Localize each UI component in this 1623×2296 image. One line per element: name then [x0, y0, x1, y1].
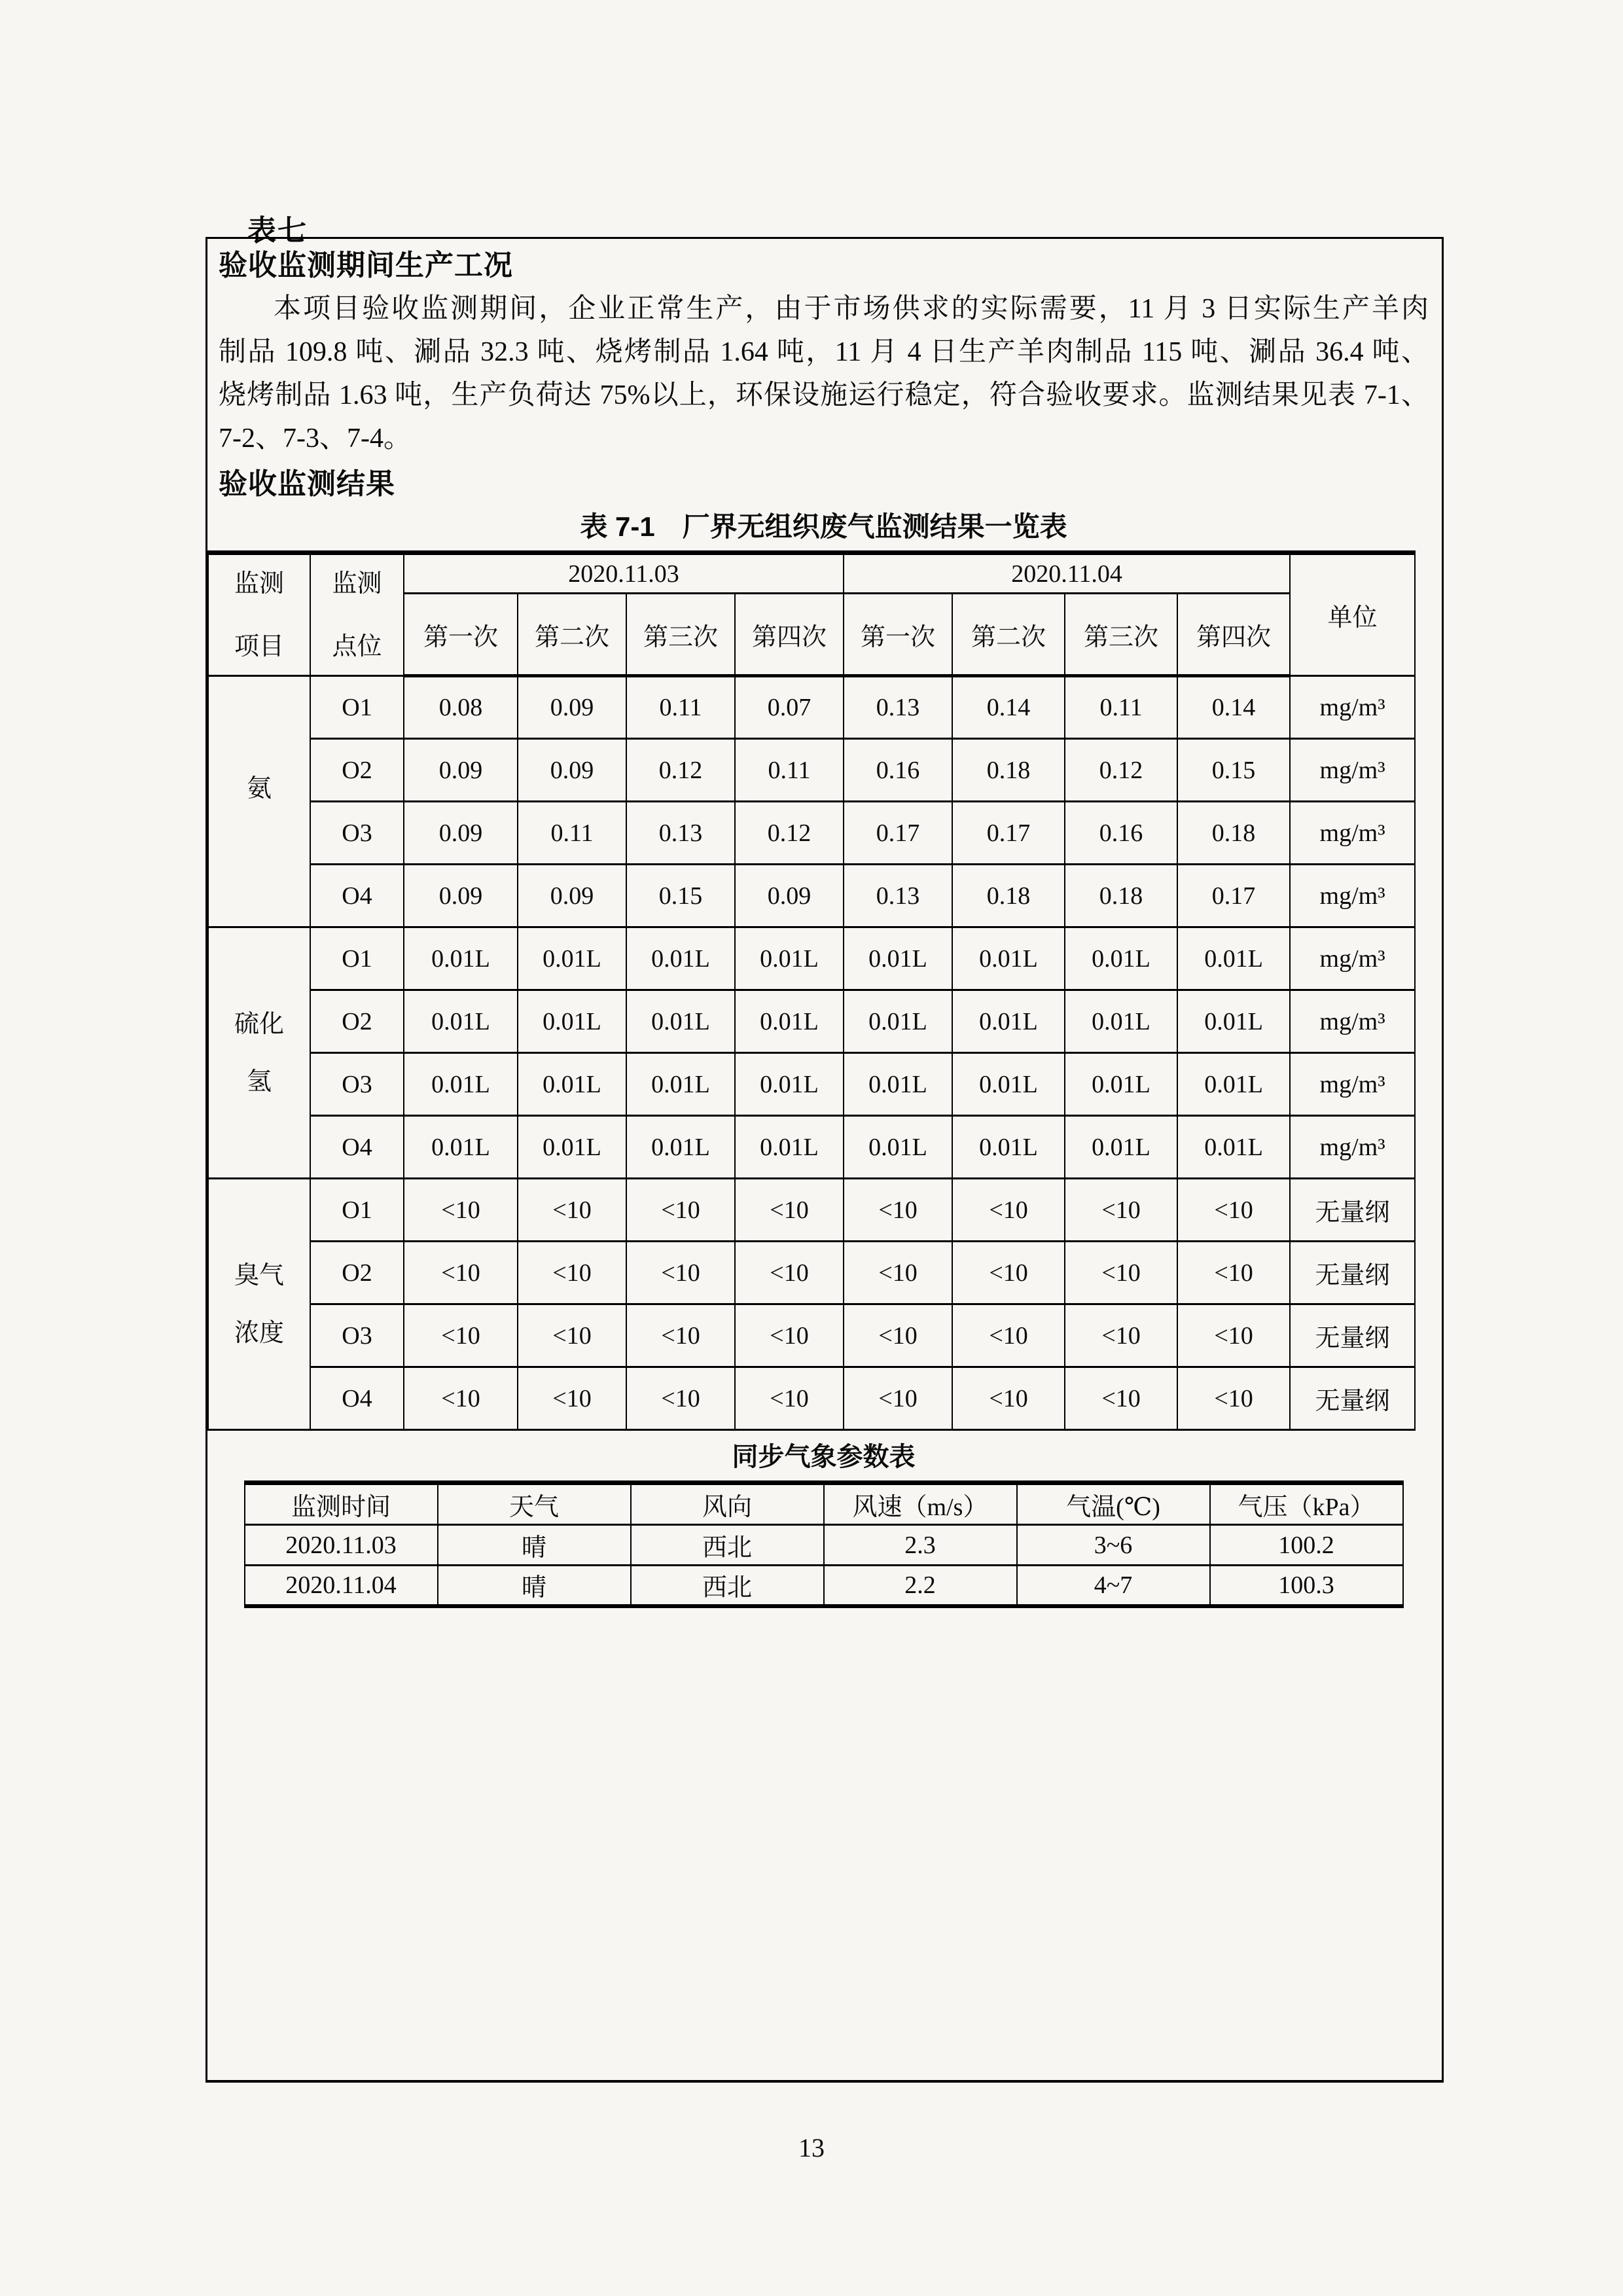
- unit-cell: mg/m³: [1290, 927, 1415, 990]
- unit-cell: 无量纲: [1290, 1304, 1415, 1367]
- value-cell: 0.01L: [1065, 990, 1177, 1053]
- value-cell: 0.18: [952, 865, 1065, 927]
- value-cell: 0.09: [404, 865, 518, 927]
- value-cell: 0.17: [844, 802, 952, 865]
- met-table-title: 同步气象参数表: [732, 1443, 916, 1471]
- met-value-cell: 2.3: [824, 1525, 1017, 1566]
- header-run-cell: 第一次: [844, 594, 952, 676]
- section-title-results: 验收监测结果: [219, 468, 395, 500]
- header-unit-cell: 单位: [1290, 553, 1415, 676]
- value-cell: 0.14: [1177, 676, 1290, 739]
- header-run-cell: 第四次: [735, 594, 844, 676]
- value-cell: <10: [1065, 1367, 1177, 1430]
- point-cell: O2: [310, 990, 404, 1053]
- value-cell: 0.09: [404, 739, 518, 802]
- table-row: [208, 1304, 1415, 1367]
- value-cell: <10: [952, 1367, 1065, 1430]
- unit-cell: mg/m³: [1290, 990, 1415, 1053]
- value-cell: <10: [844, 1304, 952, 1367]
- value-cell: 0.18: [1065, 865, 1177, 927]
- value-cell: 0.01L: [518, 990, 626, 1053]
- value-cell: 0.09: [518, 865, 626, 927]
- point-cell: O1: [310, 1179, 404, 1242]
- unit-cell: mg/m³: [1290, 1053, 1415, 1116]
- unit-cell: 无量纲: [1290, 1367, 1415, 1430]
- table-row: [208, 1053, 1415, 1116]
- value-cell: 0.01L: [952, 1116, 1065, 1179]
- point-cell: O4: [310, 1116, 404, 1179]
- section-title-production: 验收监测期间生产工况: [219, 249, 513, 281]
- pollutant-label-cell: [208, 1179, 310, 1430]
- pollutant-name-line: 硫化: [234, 1010, 284, 1038]
- value-cell: 0.01L: [735, 990, 844, 1053]
- value-cell: 0.01L: [1177, 1053, 1290, 1116]
- value-cell: 0.01L: [1065, 927, 1177, 990]
- value-cell: <10: [404, 1179, 518, 1242]
- met-value-cell: 西北: [631, 1566, 824, 1606]
- paragraph-line: 制品 109.8 吨、涮品 32.3 吨、烧烤制品 1.64 吨，11 月 4 日生产羊肉制品 115 吨、涮品 36.4 吨、: [219, 337, 1429, 367]
- value-cell: <10: [735, 1242, 844, 1304]
- monitoring-results-table: [207, 550, 1416, 1431]
- paragraph-line: 7-2、7-3、7-4。: [219, 423, 411, 454]
- value-cell: 0.18: [1177, 802, 1290, 865]
- table-row: [208, 1242, 1415, 1304]
- value-cell: 0.01L: [626, 1053, 735, 1116]
- value-cell: <10: [518, 1304, 626, 1367]
- value-cell: 0.11: [1065, 676, 1177, 739]
- pollutant-name-line: 臭气: [234, 1261, 284, 1289]
- value-cell: 0.18: [952, 739, 1065, 802]
- value-cell: 0.01L: [952, 1053, 1065, 1116]
- met-value-cell: 晴: [438, 1525, 631, 1566]
- point-cell: O1: [310, 927, 404, 990]
- value-cell: 0.01L: [952, 990, 1065, 1053]
- value-cell: 0.01L: [518, 1116, 626, 1179]
- value-cell: 0.09: [518, 676, 626, 739]
- value-cell: 0.17: [952, 802, 1065, 865]
- point-cell: O2: [310, 739, 404, 802]
- met-header-cell: 风速（m/s）: [824, 1483, 1017, 1525]
- met-header-row: [245, 1483, 1403, 1525]
- pollutant-name-line: 浓度: [234, 1319, 284, 1347]
- value-cell: <10: [626, 1367, 735, 1430]
- value-cell: <10: [626, 1242, 735, 1304]
- value-cell: 0.14: [952, 676, 1065, 739]
- header-run-cell: 第三次: [626, 594, 735, 676]
- value-cell: 0.01L: [404, 990, 518, 1053]
- point-cell: O3: [310, 1304, 404, 1367]
- value-cell: <10: [518, 1179, 626, 1242]
- production-paragraph: [219, 287, 1429, 460]
- table1-title: 表 7-1 厂界无组织废气监测结果一览表: [580, 511, 1067, 542]
- met-value-cell: 2020.11.04: [245, 1566, 438, 1606]
- met-value-cell: 2.2: [824, 1566, 1017, 1606]
- value-cell: <10: [1177, 1304, 1290, 1367]
- value-cell: 0.01L: [1065, 1116, 1177, 1179]
- value-cell: 0.16: [844, 739, 952, 802]
- value-cell: 0.12: [626, 739, 735, 802]
- pollutant-name-line: 氢: [246, 1067, 272, 1096]
- header-date-cell: 2020.11.04: [844, 553, 1290, 594]
- value-cell: 0.01L: [844, 990, 952, 1053]
- met-header-cell: 气温(℃): [1017, 1483, 1210, 1525]
- unit-cell: mg/m³: [1290, 1116, 1415, 1179]
- table-header-row: [208, 553, 1415, 594]
- met-value-cell: 晴: [438, 1566, 631, 1606]
- table-row: [208, 1179, 1415, 1242]
- value-cell: 0.13: [844, 676, 952, 739]
- point-cell: O4: [310, 1367, 404, 1430]
- value-cell: 0.12: [1065, 739, 1177, 802]
- header-date-cell: 2020.11.03: [404, 553, 844, 594]
- met-value-cell: 2020.11.03: [245, 1525, 438, 1566]
- value-cell: <10: [952, 1179, 1065, 1242]
- value-cell: 0.01L: [844, 927, 952, 990]
- value-cell: 0.11: [518, 802, 626, 865]
- header-point-line: 点位: [332, 632, 382, 660]
- met-header-cell: 监测时间: [245, 1483, 438, 1525]
- pollutant-label-cell: [208, 927, 310, 1179]
- value-cell: 0.01L: [735, 1116, 844, 1179]
- table-row: [208, 990, 1415, 1053]
- met-value-cell: 100.2: [1210, 1525, 1403, 1566]
- value-cell: <10: [952, 1242, 1065, 1304]
- value-cell: <10: [404, 1242, 518, 1304]
- value-cell: 0.01L: [404, 1053, 518, 1116]
- value-cell: <10: [626, 1304, 735, 1367]
- met-data-row: [245, 1566, 1403, 1606]
- value-cell: 0.12: [735, 802, 844, 865]
- met-header-cell: 气压（kPa）: [1210, 1483, 1403, 1525]
- header-point-cell: [310, 553, 404, 676]
- value-cell: <10: [844, 1179, 952, 1242]
- header-point-line: 监测: [332, 569, 382, 598]
- value-cell: <10: [1065, 1304, 1177, 1367]
- pollutant-name-line: 氨: [246, 774, 272, 802]
- table-row: [208, 739, 1415, 802]
- header-run-cell: 第二次: [952, 594, 1065, 676]
- header-run-cell: 第一次: [404, 594, 518, 676]
- met-data-row: [245, 1525, 1403, 1566]
- value-cell: <10: [735, 1179, 844, 1242]
- value-cell: 0.01L: [735, 1053, 844, 1116]
- value-cell: 0.01L: [626, 990, 735, 1053]
- met-header-cell: 天气: [438, 1483, 631, 1525]
- paragraph-line: 烧烤制品 1.63 吨，生产负荷达 75%以上，环保设施运行稳定，符合验收要求。监测结果见表 7-1、: [219, 380, 1429, 410]
- value-cell: 0.09: [404, 802, 518, 865]
- meteorological-table: [244, 1480, 1404, 1608]
- value-cell: <10: [518, 1367, 626, 1430]
- value-cell: 0.15: [626, 865, 735, 927]
- point-cell: O2: [310, 1242, 404, 1304]
- value-cell: 0.01L: [404, 1116, 518, 1179]
- value-cell: 0.01L: [1177, 927, 1290, 990]
- value-cell: 0.01L: [626, 927, 735, 990]
- point-cell: O3: [310, 1053, 404, 1116]
- unit-cell: 无量纲: [1290, 1242, 1415, 1304]
- header-run-cell: 第三次: [1065, 594, 1177, 676]
- pollutant-label-cell: [208, 676, 310, 927]
- header-item-cell: [208, 553, 310, 676]
- point-cell: O1: [310, 676, 404, 739]
- header-item-line: 项目: [234, 632, 284, 660]
- paragraph-line: 本项目验收监测期间，企业正常生产，由于市场供求的实际需要，11 月 3 日实际生产羊肉: [274, 294, 1429, 324]
- value-cell: <10: [844, 1242, 952, 1304]
- point-cell: O3: [310, 802, 404, 865]
- unit-cell: mg/m³: [1290, 676, 1415, 739]
- content-box: [205, 237, 1444, 2083]
- header-run-cell: 第四次: [1177, 594, 1290, 676]
- value-cell: 0.01L: [518, 927, 626, 990]
- value-cell: 0.01L: [735, 927, 844, 990]
- value-cell: <10: [952, 1304, 1065, 1367]
- page-number: 13: [798, 2133, 825, 2162]
- value-cell: 0.01L: [404, 927, 518, 990]
- value-cell: 0.01L: [518, 1053, 626, 1116]
- value-cell: <10: [626, 1179, 735, 1242]
- value-cell: 0.11: [735, 739, 844, 802]
- value-cell: 0.08: [404, 676, 518, 739]
- table-row: [208, 927, 1415, 990]
- value-cell: 0.11: [626, 676, 735, 739]
- unit-cell: mg/m³: [1290, 865, 1415, 927]
- value-cell: 0.01L: [1177, 1116, 1290, 1179]
- met-value-cell: 3~6: [1017, 1525, 1210, 1566]
- value-cell: 0.01L: [626, 1116, 735, 1179]
- value-cell: 0.15: [1177, 739, 1290, 802]
- value-cell: 0.01L: [1177, 990, 1290, 1053]
- value-cell: 0.01L: [844, 1053, 952, 1116]
- unit-cell: mg/m³: [1290, 802, 1415, 865]
- value-cell: <10: [735, 1367, 844, 1430]
- value-cell: 0.17: [1177, 865, 1290, 927]
- value-cell: <10: [404, 1304, 518, 1367]
- value-cell: <10: [1177, 1242, 1290, 1304]
- value-cell: 0.09: [735, 865, 844, 927]
- value-cell: <10: [1065, 1179, 1177, 1242]
- met-value-cell: 西北: [631, 1525, 824, 1566]
- header-item-line: 监测: [234, 569, 284, 598]
- value-cell: <10: [1177, 1179, 1290, 1242]
- value-cell: 0.01L: [1065, 1053, 1177, 1116]
- met-header-cell: 风向: [631, 1483, 824, 1525]
- unit-cell: mg/m³: [1290, 739, 1415, 802]
- value-cell: 0.13: [626, 802, 735, 865]
- value-cell: <10: [735, 1304, 844, 1367]
- table-row: [208, 865, 1415, 927]
- value-cell: 0.09: [518, 739, 626, 802]
- sheet-label: 表七: [247, 215, 308, 247]
- value-cell: 0.13: [844, 865, 952, 927]
- value-cell: <10: [1065, 1242, 1177, 1304]
- value-cell: <10: [844, 1367, 952, 1430]
- table-row: [208, 1116, 1415, 1179]
- table-row: [208, 676, 1415, 739]
- met-value-cell: 100.3: [1210, 1566, 1403, 1606]
- value-cell: 0.01L: [844, 1116, 952, 1179]
- unit-cell: 无量纲: [1290, 1179, 1415, 1242]
- value-cell: <10: [1177, 1367, 1290, 1430]
- value-cell: <10: [518, 1242, 626, 1304]
- met-value-cell: 4~7: [1017, 1566, 1210, 1606]
- value-cell: 0.07: [735, 676, 844, 739]
- value-cell: <10: [404, 1367, 518, 1430]
- header-run-cell: 第二次: [518, 594, 626, 676]
- value-cell: 0.01L: [952, 927, 1065, 990]
- value-cell: 0.16: [1065, 802, 1177, 865]
- point-cell: O4: [310, 865, 404, 927]
- table-row: [208, 802, 1415, 865]
- table-row: [208, 1367, 1415, 1430]
